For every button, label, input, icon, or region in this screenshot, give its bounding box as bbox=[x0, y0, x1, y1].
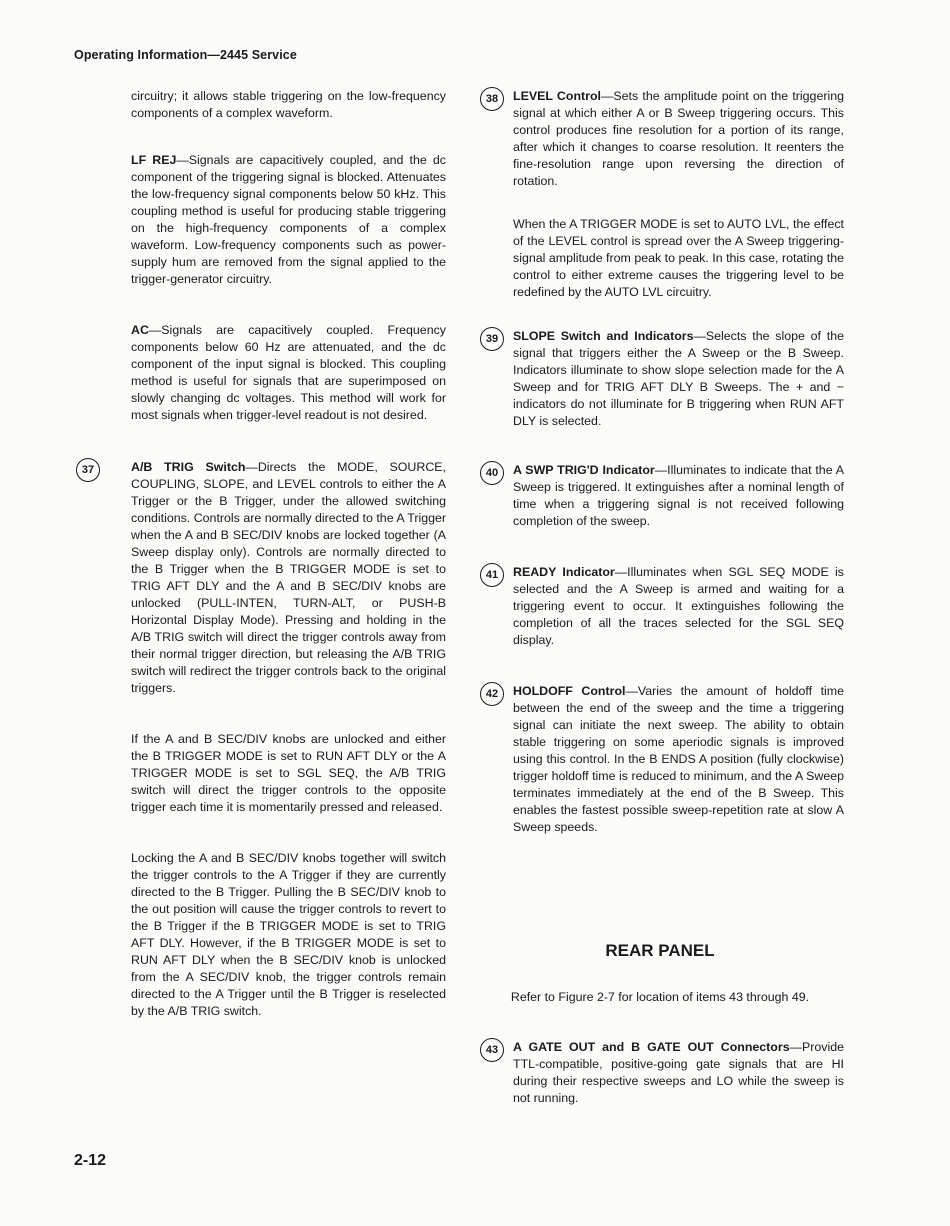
figure-reference: Refer to Figure 2-7 for location of items 43 through 49. bbox=[510, 990, 810, 1004]
item-number-37: 37 bbox=[76, 458, 100, 482]
item-number-43: 43 bbox=[480, 1038, 504, 1062]
auto-lvl-paragraph: When the A TRIGGER MODE is set to AUTO LVL, the effect of the LEVEL control is spread over the A Sweep triggering-signal amplitude from peak to peak. In this case, rotating the control to either extreme causes the triggering level to be redefined by the AUTO LVL circuitry. bbox=[513, 217, 844, 299]
right-column-lower bbox=[485, 1039, 844, 1107]
item-40-title: A SWP TRIG'D Indicator bbox=[513, 463, 655, 477]
item-37-text bbox=[131, 459, 446, 697]
item-number-38: 38 bbox=[480, 87, 504, 111]
item-41-text bbox=[513, 564, 844, 649]
continued-paragraph: circuitry; it allows stable triggering on the low-frequency components of a complex waveform. bbox=[131, 89, 446, 120]
item-38-title: LEVEL Control bbox=[513, 89, 601, 103]
item-42-title: HOLDOFF Control bbox=[513, 684, 626, 698]
item-43-title: A GATE OUT and B GATE OUT Connectors bbox=[513, 1040, 790, 1054]
running-head: Operating Information—2445 Service bbox=[74, 48, 297, 62]
item-43-text bbox=[513, 1039, 844, 1107]
right-column bbox=[485, 88, 845, 836]
locking-paragraph: Locking the A and B SEC/DIV knobs together will switch the trigger controls to the A Trigger if they are currently directed to the B Trigger. Pulling the B SEC/DIV knob to the out position will cause the trigger controls to revert to the B Trigger if the B TRIGGER MODE is set to TRIG AFT DLY. However, if the B TRIGGER MODE is set to RUN AFT DLY when the B SEC/DIV knob is unlocked from the A SEC/DIV knob, the trigger controls remain directed to the A Trigger until the B Trigger is reselected by the A/B TRIG switch. bbox=[131, 851, 446, 1018]
item-38-body: —Sets the amplitude point on the triggering signal at which either A or B Sweep triggering occurs. This control produces fine resolution for a portion of its range, after which it changes to coarse resolution. It reenters the fine-resolution range upon reversing the direction of rotation. bbox=[513, 89, 844, 188]
item-37-body: —Directs the MODE, SOURCE, COUPLING, SLOPE, and LEVEL controls to either the A Trigger or the B Trigger, under the allowed switching conditions. Controls are normally directed to the A Trigger when the A and B SEC/DIV knobs are locked together (A Sweep display only). Controls are normally directed to the B Trigger when the B TRIGGER MODE is set to TRIG AFT DLY and the A and B SEC/DIV knobs are unlocked (PULL-INTEN, TURN-ALT, or PUSH-B Horizontal Display Mode). Pressing and holding in the A/B TRIG switch will direct the trigger controls away from their normal trigger direction, but releasing the A/B TRIG switch will redirect the trigger controls back to the original triggers. bbox=[131, 460, 446, 695]
ac-title: AC bbox=[131, 323, 149, 337]
item-number-41: 41 bbox=[480, 563, 504, 587]
item-40-body: —Illuminates to indicate that the A Sweep is triggered. It extinguishes after a nominal length of time when a triggering signal is not received following completion of the sweep. bbox=[513, 463, 844, 528]
item-43-body: —Provide TTL-compatible, positive-going gate signals that are HI during their respective sweeps and LO while the sweep is not running. bbox=[513, 1040, 844, 1105]
unlocked-paragraph: If the A and B SEC/DIV knobs are unlocked and either the B TRIGGER MODE is set to RUN AFT DLY or the A TRIGGER MODE is set to SGL SEQ, the A/B TRIG switch will direct the trigger controls to the opposite trigger each time it is momentarily pressed and released. bbox=[131, 732, 446, 814]
item-37 bbox=[81, 459, 446, 697]
item-39 bbox=[485, 328, 844, 430]
item-41-body: —Illuminates when SGL SEQ MODE is selected and the A Sweep is armed and waiting for a triggering event to occur. It extinguishes following the completion of all the traces selected for the SGL SEQ display. bbox=[513, 565, 844, 647]
item-41-title: READY Indicator bbox=[513, 565, 615, 579]
item-43 bbox=[485, 1039, 844, 1107]
item-42 bbox=[485, 683, 845, 836]
item-number-39: 39 bbox=[480, 327, 504, 351]
item-number-42: 42 bbox=[480, 682, 504, 706]
item-39-text bbox=[513, 328, 844, 430]
item-39-title: SLOPE Switch and Indicators bbox=[513, 329, 694, 343]
lf-rej-body: —Signals are capacitively coupled, and the dc component of the triggering signal is blocked. Attenuates the low-frequency signal components below 50 kHz. This coupling method is useful for producing stable triggering on the high-frequency components of a complex waveform. Low-frequency components such as power-supply hum are removed from the signal applied to the trigger-generator circuitry. bbox=[131, 153, 446, 286]
item-38 bbox=[485, 88, 844, 190]
item-41 bbox=[485, 564, 844, 649]
item-40 bbox=[485, 462, 844, 530]
item-38-text bbox=[513, 88, 844, 190]
item-number-40: 40 bbox=[480, 461, 504, 485]
lf-rej-title: LF REJ bbox=[131, 153, 177, 167]
item-37-title: A/B TRIG Switch bbox=[131, 460, 246, 474]
item-39-body: —Selects the slope of the signal that triggers either the A Sweep or the B Sweep. Indicators illuminate to show slope selection made for the A Sweep and for TRIG AFT DLY B Sweeps. The + and − indicators do not illuminate for B triggering when RUN AFT DLY is selected. bbox=[513, 329, 844, 428]
ac-body: —Signals are capacitively coupled. Frequency components below 60 Hz are attenuated, and the dc component of the input signal is blocked. This coupling method is useful for signals that are superimposed on slowly changing dc voltages. This method will work for most signals when trigger-level readout is not desired. bbox=[131, 323, 446, 422]
item-40-text bbox=[513, 462, 844, 530]
page-number: 2-12 bbox=[74, 1152, 107, 1169]
ac-paragraph bbox=[131, 322, 446, 424]
left-column bbox=[81, 88, 446, 1020]
item-42-body: —Varies the amount of holdoff time between the end of the sweep and the time a triggering signal can initiate the next sweep. The ability to obtain stable triggering on some aperiodic signals is improved using this control. In the B ENDS A position (fully clockwise) trigger holdoff time is reduced to minimum, and the A Sweep terminates immediately at the end of the B Sweep. This enables the fastest possible sweep-repetition rate at slow A Sweep speeds. bbox=[513, 684, 845, 834]
lf-rej-paragraph bbox=[131, 152, 446, 288]
rear-panel-heading: REAR PANEL bbox=[605, 941, 715, 960]
item-42-text bbox=[513, 683, 844, 836]
